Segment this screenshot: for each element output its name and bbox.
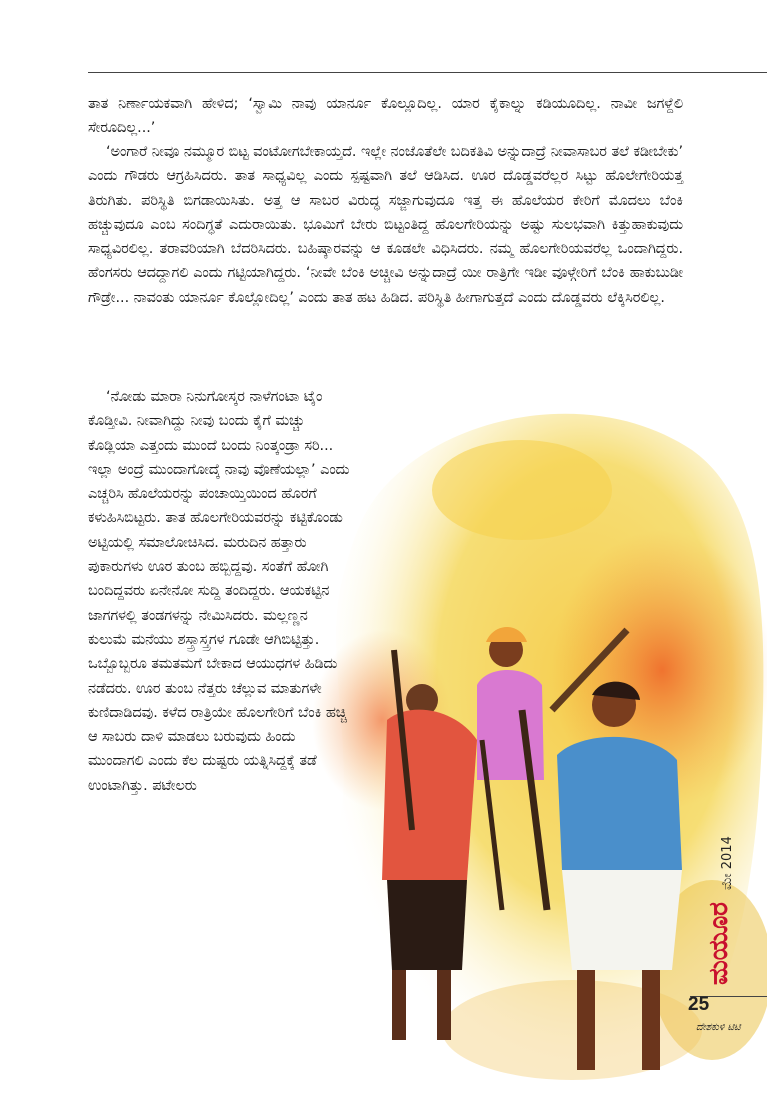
paragraph-2: ‘ಅಂಗಾರೆ ನೀವೂ ನಮ್ಮೂರ ಬಿಟ್ಟ ವಂಟೋಗಬೇಕಾಯ್ತದೆ. ಇಲ್ಲೇ ನಂಜೊತೆಲೇ ಬದಿಕತಿವಿ ಅನ್ನುದಾದ್ರೆ ನೀವಾಸಾಬರ ತಲೆ ಕಡೀಬೇಕು’ ಎಂದು ಗೌಡರು ಆಗ್ರಹಿಸಿದರು. ತಾತ ಸಾಧ್ಯವಿಲ್ಲ ಎಂದು ಸ್ಪಷ್ಟವಾಗಿ ತಲೆ ಆಡಿಸಿದ. ಊರ ದೊಡ್ಡವರೆಲ್ಲರ ಸಿಟ್ಟು ಹೊಲೇಗೇರಿಯತ್ತ ತಿರುಗಿತು. ಪರಿಸ್ಥಿತಿ ಬಿಗಡಾಯಿಸಿತು. ಅತ್ತ ಆ ಸಾಬರ ವಿರುದ್ಧ ಸಜ್ಜಾಗುವುದೂ ಇತ್ತ ಈ ಹೊಲೆಯರ ಕೇರಿಗೆ ಮೊದಲು ಬೆಂಕಿ ಹಚ್ಚುವುದೂ ಎಂಬ ಸಂದಿಗ್ಧತೆ ಎದುರಾಯಿತು. ಭೂಮಿಗೆ ಬೇರು ಬಿಟ್ಟಂತಿದ್ದ ಹೊಲಗೇರಿಯನ್ನು ಅಷ್ಟು ಸುಲಭವಾಗಿ ಕಿತ್ತುಹಾಕುವುದು ಸಾಧ್ಯವಿರಲಿಲ್ಲ. ತರಾವರಿಯಾಗಿ ಬೆದರಿಸಿದರು. ಬಹಿಷ್ಕಾರವನ್ನು ಆ ಕೂಡಲೇ ವಿಧಿಸಿದರು. ನಮ್ಮ ಹೊಲಗೇರಿಯವರೆಲ್ಲ ಒಂದಾಗಿದ್ದರು. ಹೆಂಗಸರು ಆದದ್ದಾಗಲಿ ಎಂದು ಗಟ್ಟಿಯಾಗಿದ್ದರು. ‘ನೀವೇ ಬೆಂಕಿ ಅಚ್ಚೀವಿ ಅನ್ನುದಾದ್ರೆ ಯೀ ರಾತ್ರಿಗೇ ಇಡೀ ವೂಳ್ಗೇರಿಗೆ ಬೆಂಕಿ ಹಾಕುಬುಡೀ ಗೌಡ್ರೇ... ನಾವಂತು ಯಾರ್ನೂ ಕೊಲ್ಲೋದಿಲ್ಲ’ ಎಂದು ತಾತ ಹಟ ಹಿಡಿದ. ಪರಿಸ್ಥಿತಿ ಹೀಗಾಗುತ್ತದೆ ಎಂದು ದೊಡ್ಡವರು ಲೆಕ್ಕಿಸಿರಲಿಲ್ಲ. <box>88 144 683 306</box>
page-number: 25 <box>688 994 710 1015</box>
paragraph-3: ‘ನೋಡು ಮಾರಾ ನಿನುಗೋಸ್ಕರ ನಾಳೆಗಂಟಾ ಟೈಂ ಕೊಡ್ತೀವಿ. ನೀವಾಗಿದ್ದು ನೀವು ಬಂದು ಕೈಗೆ ಮಚ್ಚು ಕೊಡ್ಲಿಯಾ ಎತ್ತಂದು ಮುಂದೆ ಬಂದು ನಿಂತ್ಕಂಡ್ರಾ ಸರಿ... ಇಲ್ಲಾ ಅಂದ್ರೆ ಮುಂದಾಗೋದ್ಕೆ ನಾವು ವೊಣೆಯಲ್ಲಾ’ ಎಂದು ಎಚ್ಚರಿಸಿ ಹೊಲೆಯರನ್ನು ಪಂಚಾಯ್ತಿಯಿಂದ ಹೊರಗೆ ಕಳುಹಿಸಿಬಿಟ್ಟರು. ತಾತ ಹೊಲಗೇರಿಯವರನ್ನು ಕಟ್ಟಿಕೊಂಡು ಅಟ್ಟಿಯಲ್ಲಿ ಸಮಾಲೋಚಿಸಿದ. ಮರುದಿನ ಹತ್ತಾರು ಪುಕಾರುಗಳು ಊರ ತುಂಬ ಹಬ್ಬಿದ್ದವು. ಸಂತೆಗೆ ಹೋಗಿ ಬಂದಿದ್ದವರು ಏನೇನೋ ಸುದ್ದಿ ತಂದಿದ್ದರು. ಆಯಕಟ್ಟಿನ ಜಾಗಗಳಲ್ಲಿ ತಂಡಗಳನ್ನು ನೇಮಿಸಿದರು. ಮಲ್ಲಣ್ಣನ ಕುಲುಮೆ ಮನೆಯು ಶಸ್ತ್ರಾಸ್ತ್ರಗಳ ಗೂಡೇ ಆಗಿಬಿಟ್ಟಿತ್ತು. ಒಬ್ಬೊಬ್ಬರೂ ತಮತಮಗೆ ಬೇಕಾದ ಆಯುಧಗಳ ಹಿಡಿದು ನಡೆದರು. ಊರ ತುಂಬ ನೆತ್ತರು ಚೆಲ್ಲುವ ಮಾತುಗಳೇ ಕುಣಿದಾಡಿದವು. ಕಳೆದ ರಾತ್ರಿಯೇ ಹೊಲಗೇರಿಗೆ ಬೆಂಕಿ ಹಚ್ಚಿ ಆ ಸಾಬರು ದಾಳಿ ಮಾಡಲು ಬರುವುದು ಹಿಂದು ಮುಂದಾಗಲಿ ಎಂದು ಕೆಲ ದುಷ್ಟರು ಯತ್ನಿಸಿದ್ದಕ್ಕೆ ತಡೆ ಉಂಟಾಗಿತ್ತು. ಪಟೇಲರು <box>88 389 350 794</box>
issue-date: ಮೇ 2014 <box>720 836 735 890</box>
masthead-side <box>703 800 743 985</box>
magazine-name: ಮಯೂರ <box>704 902 734 985</box>
paragraph-1: ತಾತ ನಿರ್ಣಾಯಕವಾಗಿ ಹೇಳಿದ; ‘ಸ್ವಾಮಿ ನಾವು ಯಾರ್ನೂ ಕೊಲ್ಲೂದಿಲ್ಲ. ಯಾರ ಕೈಕಾಲ್ನು ಕಡಿಯೂದಿಲ್ಲ. ನಾವೀ ಜಗಳ್ದೆಲಿ ಸೇರೂದಿಲ್ಲ...’ <box>88 96 683 137</box>
artist-signature: ದೇಶಕುಳಿ ಟಿಟಿ <box>696 1022 741 1033</box>
top-rule <box>88 72 767 73</box>
